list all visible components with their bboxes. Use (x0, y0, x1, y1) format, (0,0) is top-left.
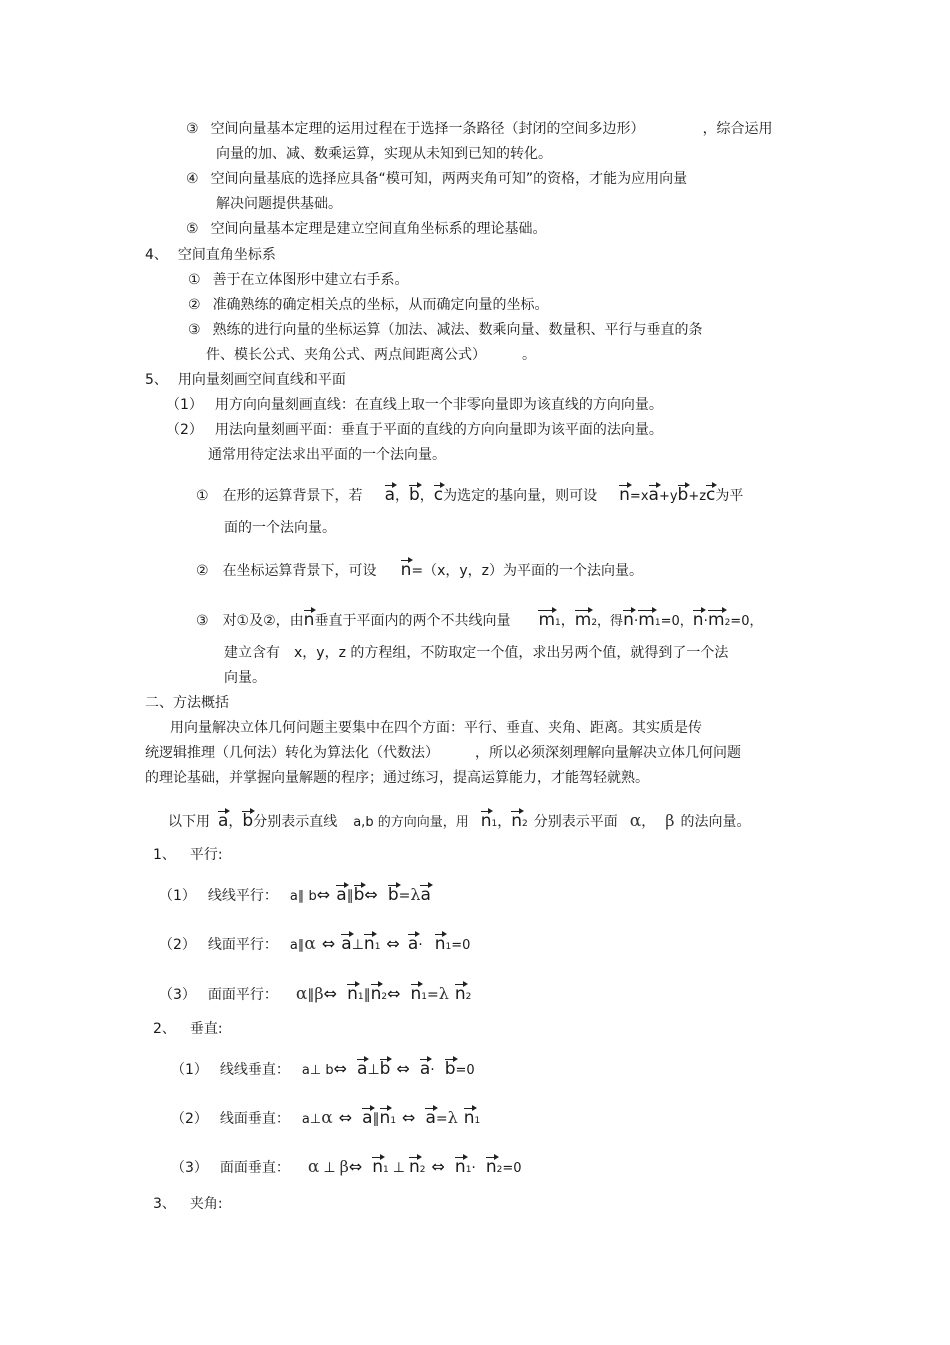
section-title: 用向量刻画空间直线和平面 (177, 372, 346, 388)
formula-lhs: a∥ (289, 938, 305, 953)
subscript: 1 (374, 942, 381, 952)
formula-lhs: a⊥ b (301, 1063, 334, 1078)
beta-symbol: β (339, 1157, 349, 1176)
vector-n: n (623, 607, 634, 629)
case-3-cont-2: 向量。 (224, 670, 266, 686)
formula-lhs: a∥ b (289, 889, 317, 904)
vector-c: c (434, 482, 443, 504)
perp-symbol: ⊥ (351, 937, 364, 953)
vector-b: b (678, 482, 689, 504)
comma: ， (497, 814, 512, 830)
vector-a: a (385, 482, 395, 504)
equals-zero: =0 (451, 938, 471, 953)
vector-m1: m (638, 607, 655, 629)
section-number: 2、 (153, 1021, 176, 1037)
subscript: 2 (522, 819, 528, 829)
case-1-cont: 面的一个法向量。 (224, 520, 336, 536)
case-text: 垂直于平面内的两个不共线向量 (314, 613, 511, 629)
notation-text: 以下用 (168, 814, 210, 830)
parallel-symbol: ∥ (307, 987, 315, 1003)
item-text: 空间向量基本定理是建立空间直角坐标系的理论基础。 (210, 221, 547, 237)
dot-symbol: · (703, 613, 708, 629)
iff-symbol: ⇔ (321, 934, 336, 953)
item-4 (186, 170, 687, 188)
section-number: 4、 (145, 247, 168, 263)
vector-n1: n (347, 981, 358, 1003)
parallel-line-plane (159, 931, 470, 956)
case-text: =（x，y，z）为平面的一个法向量。 (411, 563, 643, 579)
case-number: ② (196, 563, 209, 579)
equals-symbol: = (427, 987, 439, 1003)
section-title: 垂直: (189, 1021, 223, 1037)
item-4-cont: 解决问题提供基础。 (216, 196, 342, 212)
vector-m2: m (575, 607, 592, 629)
subscript: 2 (496, 1165, 503, 1175)
item-text: 熟练的进行向量的坐标运算（加法、减法、数乘向量、数量积、平行与垂直的条 (212, 322, 703, 338)
vector-n1: n (380, 1105, 391, 1127)
section-number: 1、 (153, 847, 176, 863)
vector-a: a (362, 1105, 372, 1127)
vector-n: n (304, 607, 315, 629)
item-text-tail: 。 (522, 347, 536, 363)
item-label: 面面平行： (207, 987, 278, 1003)
subscript: 2 (465, 992, 472, 1002)
section-4-item-3-cont (206, 346, 536, 364)
comma: ， (641, 814, 656, 830)
vector-n2: n (455, 981, 466, 1003)
alpha-symbol: α (304, 934, 316, 954)
item-text-tail: ，综合运用 (702, 121, 773, 137)
vector-a: a (218, 808, 228, 830)
iff-symbol: ⇔ (338, 1108, 353, 1127)
iff-symbol: ⇔ (431, 1157, 445, 1176)
case-number: ③ (196, 613, 209, 629)
perp-symbol: ⊥ (367, 1062, 380, 1078)
equals-zero: =0， (730, 614, 763, 629)
item-number: ① (188, 272, 201, 288)
section-4-item-1 (188, 271, 409, 289)
vector-a: a (420, 882, 430, 904)
case-text: 为选定的基向量，则可设 (443, 488, 598, 504)
item-text: 空间向量基底的选择应具备“模可知，两两夹角可知”的资格，才能为应用向量 (210, 171, 688, 187)
notation-line (168, 808, 750, 833)
vector-n: n (619, 482, 630, 504)
vector-a: a (341, 931, 351, 953)
vector-n1: n (455, 1154, 466, 1176)
item-number: （3） (171, 1160, 208, 1176)
case-text: 为平 (715, 488, 744, 504)
paragraph-line-3: 的理论基础，并掌握向量解题的程序；通过练习，提高运算能力，才能驾轻就熟。 (145, 770, 649, 786)
item-text: 善于在立体图形中建立右手系。 (212, 272, 409, 288)
vector-b: b (242, 808, 253, 830)
equals-symbol: = (398, 888, 411, 904)
parallel-symbol: ∥ (346, 888, 354, 904)
case-text: ，得 (597, 614, 624, 629)
dot-symbol: · (471, 1160, 476, 1176)
case-2 (196, 557, 643, 580)
iff-symbol: ⇔ (402, 1108, 416, 1127)
vector-n2: n (511, 808, 522, 830)
vector-b: b (354, 882, 365, 904)
item-label: 线线平行： (207, 888, 278, 904)
iff-symbol: ⇔ (323, 984, 338, 1003)
notation-text: a,b 的方向向量，用 (353, 815, 469, 830)
vector-a: a (425, 1105, 435, 1127)
item-number: ⑤ (186, 221, 199, 237)
case-text: 在坐标运算背景下，可设 (222, 563, 377, 579)
section-number: 3、 (153, 1196, 176, 1212)
beta-symbol: β (665, 811, 675, 830)
subscript: 1 (465, 1165, 472, 1175)
vector-n2: n (371, 981, 382, 1003)
section-4-item-2 (188, 296, 549, 314)
perp-line-line (171, 1056, 475, 1080)
item-number: ② (188, 297, 201, 313)
vector-n1: n (372, 1154, 383, 1176)
coef-x: =x (629, 489, 649, 504)
item-label: 线面平行： (207, 937, 278, 953)
section-title: 平行: (189, 847, 223, 863)
section-4-item-3 (188, 321, 703, 339)
item-number: ③ (186, 121, 199, 137)
vector-a: a (336, 882, 346, 904)
iff-symbol: ⇔ (396, 1059, 410, 1078)
subscript: 1 (421, 992, 428, 1002)
vector-n2: n (486, 1154, 497, 1176)
section-5-item-2 (166, 421, 663, 439)
item-text: 准确熟练的确定相关点的坐标，从而确定向量的坐标。 (212, 297, 549, 313)
alpha-symbol: α (307, 1157, 320, 1177)
item-number: ④ (186, 171, 199, 187)
alpha-symbol: α (321, 1108, 333, 1128)
item-label: 线线垂直： (219, 1062, 290, 1078)
section-4-heading (145, 246, 276, 264)
vector-b: b (388, 882, 399, 904)
case-3: ③ 对①及②，由n垂直于平面内的两个不共线向量 m1，m2，得n·m1=0，n·m2=0， (196, 607, 762, 632)
perpendicular-heading (153, 1020, 223, 1038)
iff-symbol: ⇔ (387, 984, 401, 1003)
dot-symbol: · (633, 613, 639, 629)
subscript: 1 (654, 618, 661, 628)
notation-text: 分别表示直线 (253, 814, 338, 830)
comma: ， (228, 814, 243, 830)
section-5-heading (145, 371, 346, 389)
vector-n1: n (435, 931, 446, 953)
subscript: 1 (383, 1165, 389, 1175)
subscript: 2 (419, 1165, 426, 1175)
equals-zero: =0 (455, 1063, 475, 1078)
paragraph-line-2 (145, 744, 741, 762)
perp-plane-plane (171, 1154, 522, 1179)
item-text: 件、模长公式、夹角公式、两点间距离公式） (206, 347, 486, 363)
iff-symbol: ⇔ (386, 934, 400, 953)
equals-zero: =0 (502, 1161, 522, 1176)
notation-text: 的法向量。 (680, 814, 751, 830)
vector-n: n (693, 607, 704, 629)
subscript: 1 (555, 618, 561, 628)
case-number: ① (196, 488, 209, 504)
item-3 (186, 120, 773, 138)
vector-c: c (706, 482, 715, 504)
subscript: 2 (724, 618, 731, 628)
perp-symbol: ⊥ (392, 1160, 405, 1176)
alpha-symbol: α (295, 984, 308, 1004)
parallel-plane-plane (159, 981, 471, 1006)
iff-symbol: ⇔ (364, 885, 378, 904)
lambda-symbol: λ (438, 984, 449, 1003)
subscript: 1 (491, 819, 498, 829)
paragraph-text: 统逻辑推理（几何法）转化为算法化（代数法） (145, 745, 439, 761)
item-number: （1） (171, 1062, 208, 1078)
subscript: 1 (390, 1116, 397, 1126)
section-5-item-1 (166, 396, 663, 414)
case-text: 在形的运算背景下，若 (222, 488, 363, 504)
vector-n1: n (411, 981, 422, 1003)
item-number: ③ (188, 322, 201, 338)
vector-a: a (357, 1056, 367, 1078)
subscript: 1 (474, 1116, 481, 1126)
item-number: （1） (166, 397, 203, 413)
item-number: （3） (159, 987, 196, 1003)
case-text: 对①及②，由 (222, 613, 304, 629)
iff-symbol: ⇔ (333, 1059, 348, 1078)
paragraph-text: ，所以必须深刻理解向量解决立体几何问题 (475, 745, 741, 761)
iff-symbol: ⇔ (348, 1157, 363, 1176)
vector-b: b (409, 482, 420, 504)
vector-b: b (445, 1056, 456, 1078)
parallel-heading (153, 846, 223, 864)
item-3-cont: 向量的加、减、数乘运算，实现从未知到已知的转化。 (216, 146, 552, 162)
subscript: 2 (381, 992, 388, 1002)
alpha-symbol: α (629, 811, 642, 831)
item-5 (186, 220, 547, 238)
dot-symbol: · (430, 1062, 435, 1078)
vector-n1: n (481, 808, 492, 830)
lambda-symbol: λ (447, 1108, 458, 1127)
vector-n: n (401, 557, 412, 579)
notation-text: 分别表示平面 (533, 814, 618, 830)
parallel-line-line (159, 882, 431, 906)
vector-n1: n (464, 1105, 475, 1127)
parallel-symbol: ∥ (363, 987, 371, 1003)
vector-m2: m (708, 607, 725, 629)
subscript: 2 (591, 618, 598, 628)
equals-zero: =0， (660, 614, 693, 629)
formula-lhs: a⊥ (301, 1112, 322, 1127)
item-label: 面面垂直： (219, 1160, 290, 1176)
equals-symbol: = (435, 1111, 448, 1127)
item-text: 用法向量刻画平面：垂直于平面的直线的方向向量即为该平面的法向量。 (214, 422, 663, 438)
vector-m1: m (538, 607, 555, 629)
vector-b: b (380, 1056, 391, 1078)
vector-n1: n (364, 931, 375, 953)
vector-n2: n (409, 1154, 420, 1176)
section-5-item-2-cont: 通常用待定法求出平面的一个法向量。 (208, 447, 446, 463)
item-label: 线面垂直： (219, 1111, 290, 1127)
vector-a: a (408, 931, 418, 953)
item-text: 用方向向量刻画直线：在直线上取一个非零向量即为该直线的方向向量。 (214, 397, 663, 413)
subscript: 1 (445, 942, 452, 952)
angle-heading (153, 1195, 223, 1213)
iff-symbol: ⇔ (316, 885, 331, 904)
section-title: 空间直角坐标系 (177, 247, 276, 263)
section-heading-methods: 二、方法概括 (145, 695, 229, 711)
perp-symbol: ⊥ (323, 1160, 336, 1176)
beta-symbol: β (314, 984, 324, 1003)
vector-a: a (649, 482, 659, 504)
item-text: 空间向量基本定理的运用过程在于选择一条路径（封闭的空间多边形） (210, 121, 645, 137)
paragraph-line-1: 用向量解决立体几何问题主要集中在四个方面：平行、垂直、夹角、距离。其实质是传 (170, 720, 702, 736)
subscript: 1 (357, 992, 364, 1002)
case-3-cont: 建立含有 x，y，z 的方程组，不防取定一个值，求出另两个值，就得到了一个法 (224, 645, 729, 661)
coef-z: +z (688, 489, 707, 504)
lambda-symbol: λ (410, 885, 421, 904)
case-1: ① 在形的运算背景下，若 a，b，c为选定的基向量，则可设 n=xa+yb+zc为平 (196, 482, 743, 506)
item-number: （2） (166, 422, 203, 438)
section-number: 5、 (145, 372, 168, 388)
item-number: （1） (159, 888, 196, 904)
item-number: （2） (171, 1111, 208, 1127)
perp-line-plane (171, 1105, 480, 1130)
coef-y: +y (658, 489, 678, 504)
vector-a: a (420, 1056, 430, 1078)
item-number: （2） (159, 937, 196, 953)
section-title: 夹角: (189, 1196, 223, 1212)
dot-symbol: · (418, 937, 423, 953)
parallel-symbol: ∥ (372, 1111, 380, 1127)
